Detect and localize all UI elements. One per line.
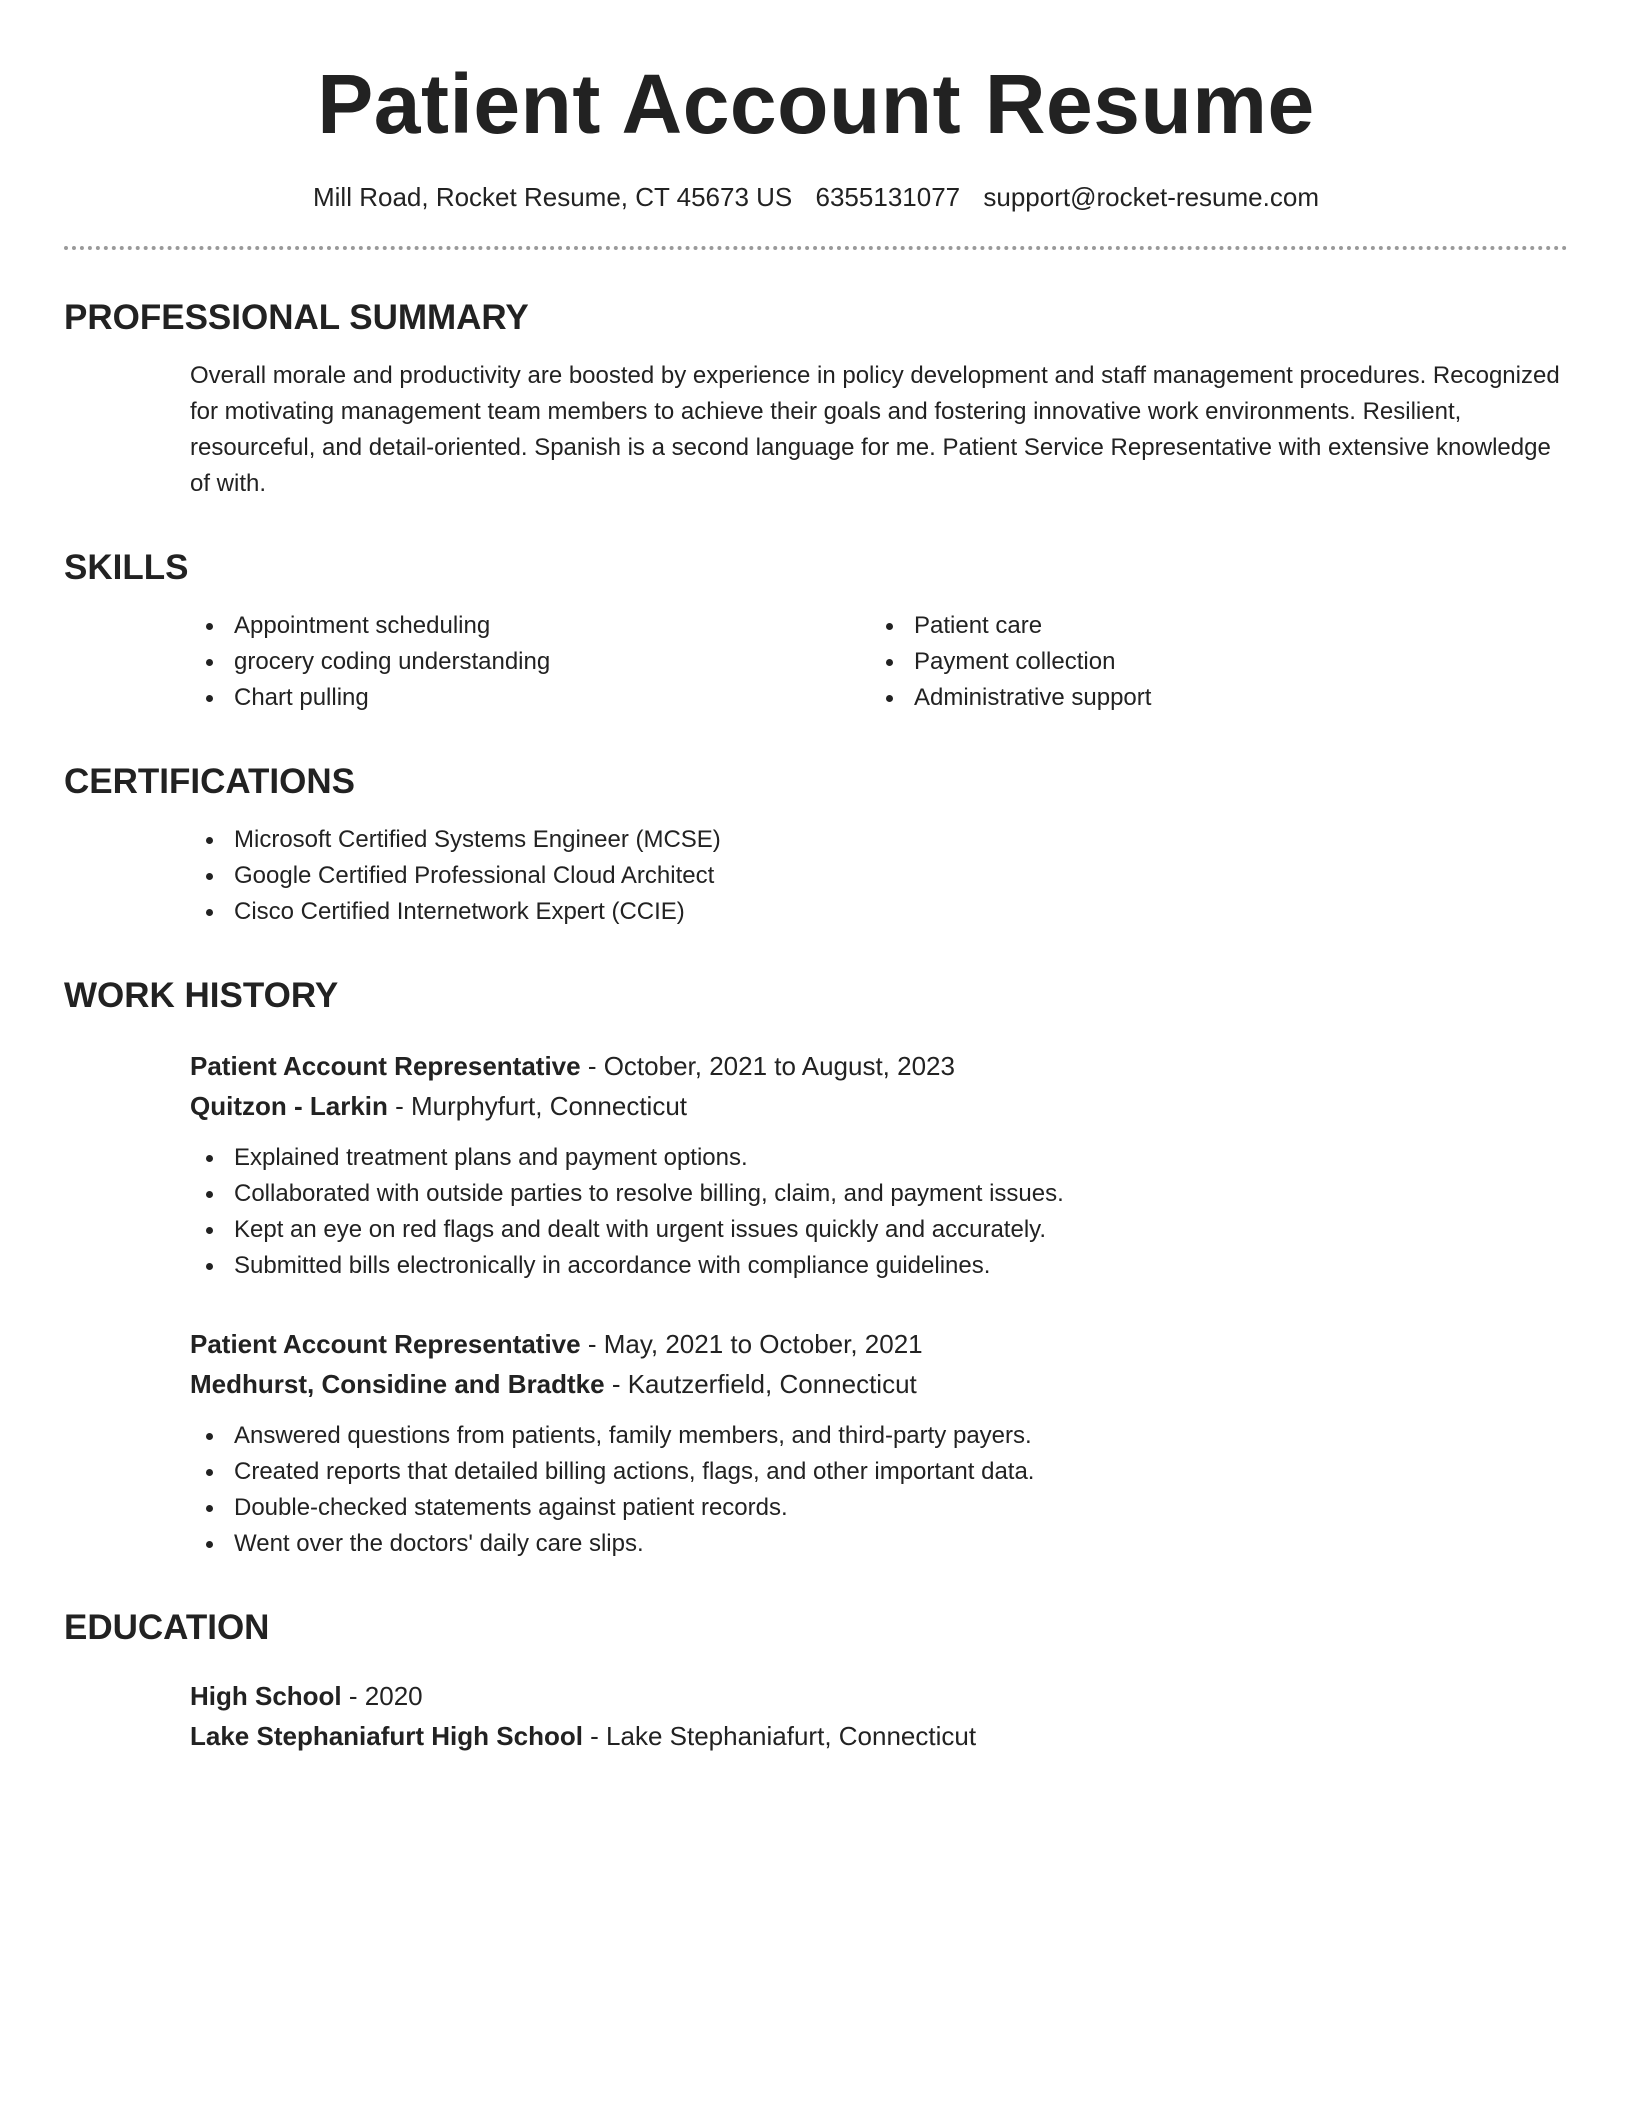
resume-title: Patient Account Resume (317, 57, 1315, 151)
job-title-line (190, 1324, 1568, 1364)
job-duty: Went over the doctors' daily care slips. (190, 1526, 1568, 1562)
job-duty: Collaborated with outside parties to resolve billing, claim, and payment issues. (190, 1176, 1568, 1212)
certifications-heading: CERTIFICATIONS (64, 762, 356, 801)
job-duty: Double-checked statements against patient records. (190, 1490, 1568, 1526)
contact-email: support@rocket-resume.com (983, 182, 1319, 212)
skill-item: Payment collection (870, 644, 1550, 680)
skills-section (64, 546, 1568, 716)
job-role: Patient Account Representative (190, 1051, 581, 1081)
education-degree: High School (190, 1681, 342, 1711)
contact-address: Mill Road, Rocket Resume, CT 45673 US (313, 182, 793, 212)
certification-item: Microsoft Certified Systems Engineer (MCSE) (190, 822, 1568, 858)
skill-item: Administrative support (870, 680, 1550, 716)
job-location: - Murphyfurt, Connecticut (387, 1091, 688, 1121)
job-company-line (190, 1086, 1568, 1126)
certifications-section (64, 760, 1568, 930)
skills-grid (64, 590, 1568, 716)
education-school: Lake Stephaniafurt High School (190, 1721, 583, 1751)
contact-line (64, 180, 1568, 214)
work-history-heading: WORK HISTORY (64, 976, 339, 1015)
skill-item: Patient care (870, 608, 1550, 644)
job-duties-list (190, 1140, 1568, 1284)
job-location: - Kautzerfield, Connecticut (604, 1369, 917, 1399)
certification-item: Google Certified Professional Cloud Architect (190, 858, 1568, 894)
job-duty: Created reports that detailed billing actions, flags, and other important data. (190, 1454, 1568, 1490)
skills-heading: SKILLS (64, 548, 189, 587)
skill-item: Chart pulling (190, 680, 870, 716)
summary-text: Overall morale and productivity are boosted by experience in policy development and staff management procedures. Recognized for motivating management team members to achieve their goals and fostering innovative work environments. Resilient, resourceful, and detail-oriented. Spanish is a second language for me. Patient Service Representative with extensive knowledge of with. (190, 362, 1560, 497)
job-duty: Explained treatment plans and payment options. (190, 1140, 1568, 1176)
job-dates: - October, 2021 to August, 2023 (580, 1051, 955, 1081)
summary-section (64, 296, 1568, 502)
certifications-list (190, 822, 1568, 930)
certification-item: Cisco Certified Internetwork Expert (CCIE) (190, 894, 1568, 930)
education-heading: EDUCATION (64, 1608, 270, 1647)
job-company: Quitzon - Larkin (190, 1091, 388, 1121)
skills-column-right (870, 590, 1550, 716)
header-divider (64, 246, 1568, 250)
education-year: - 2020 (341, 1681, 423, 1711)
education-section (64, 1606, 1568, 1756)
education-entry (64, 1676, 1568, 1756)
job-company-line (190, 1364, 1568, 1404)
skills-column-left (190, 590, 870, 716)
job-role: Patient Account Representative (190, 1329, 581, 1359)
job-entry (190, 1324, 1568, 1562)
education-school-line (190, 1716, 1568, 1756)
work-history-section (64, 974, 1568, 1562)
resume-header (64, 0, 1568, 214)
job-duty: Answered questions from patients, family members, and third-party payers. (190, 1418, 1568, 1454)
summary-heading: PROFESSIONAL SUMMARY (64, 298, 529, 337)
job-company: Medhurst, Considine and Bradtke (190, 1369, 605, 1399)
education-location: - Lake Stephaniafurt, Connecticut (582, 1721, 977, 1751)
education-degree-line (190, 1676, 1568, 1716)
job-title-line (190, 1046, 1568, 1086)
skill-item: Appointment scheduling (190, 608, 870, 644)
job-entry (190, 1046, 1568, 1284)
job-dates: - May, 2021 to October, 2021 (580, 1329, 923, 1359)
job-duty: Submitted bills electronically in accordance with compliance guidelines. (190, 1248, 1568, 1284)
contact-phone: 6355131077 (815, 182, 961, 212)
job-duties-list (190, 1418, 1568, 1562)
job-duty: Kept an eye on red flags and dealt with urgent issues quickly and accurately. (190, 1212, 1568, 1248)
skill-item: grocery coding understanding (190, 644, 870, 680)
